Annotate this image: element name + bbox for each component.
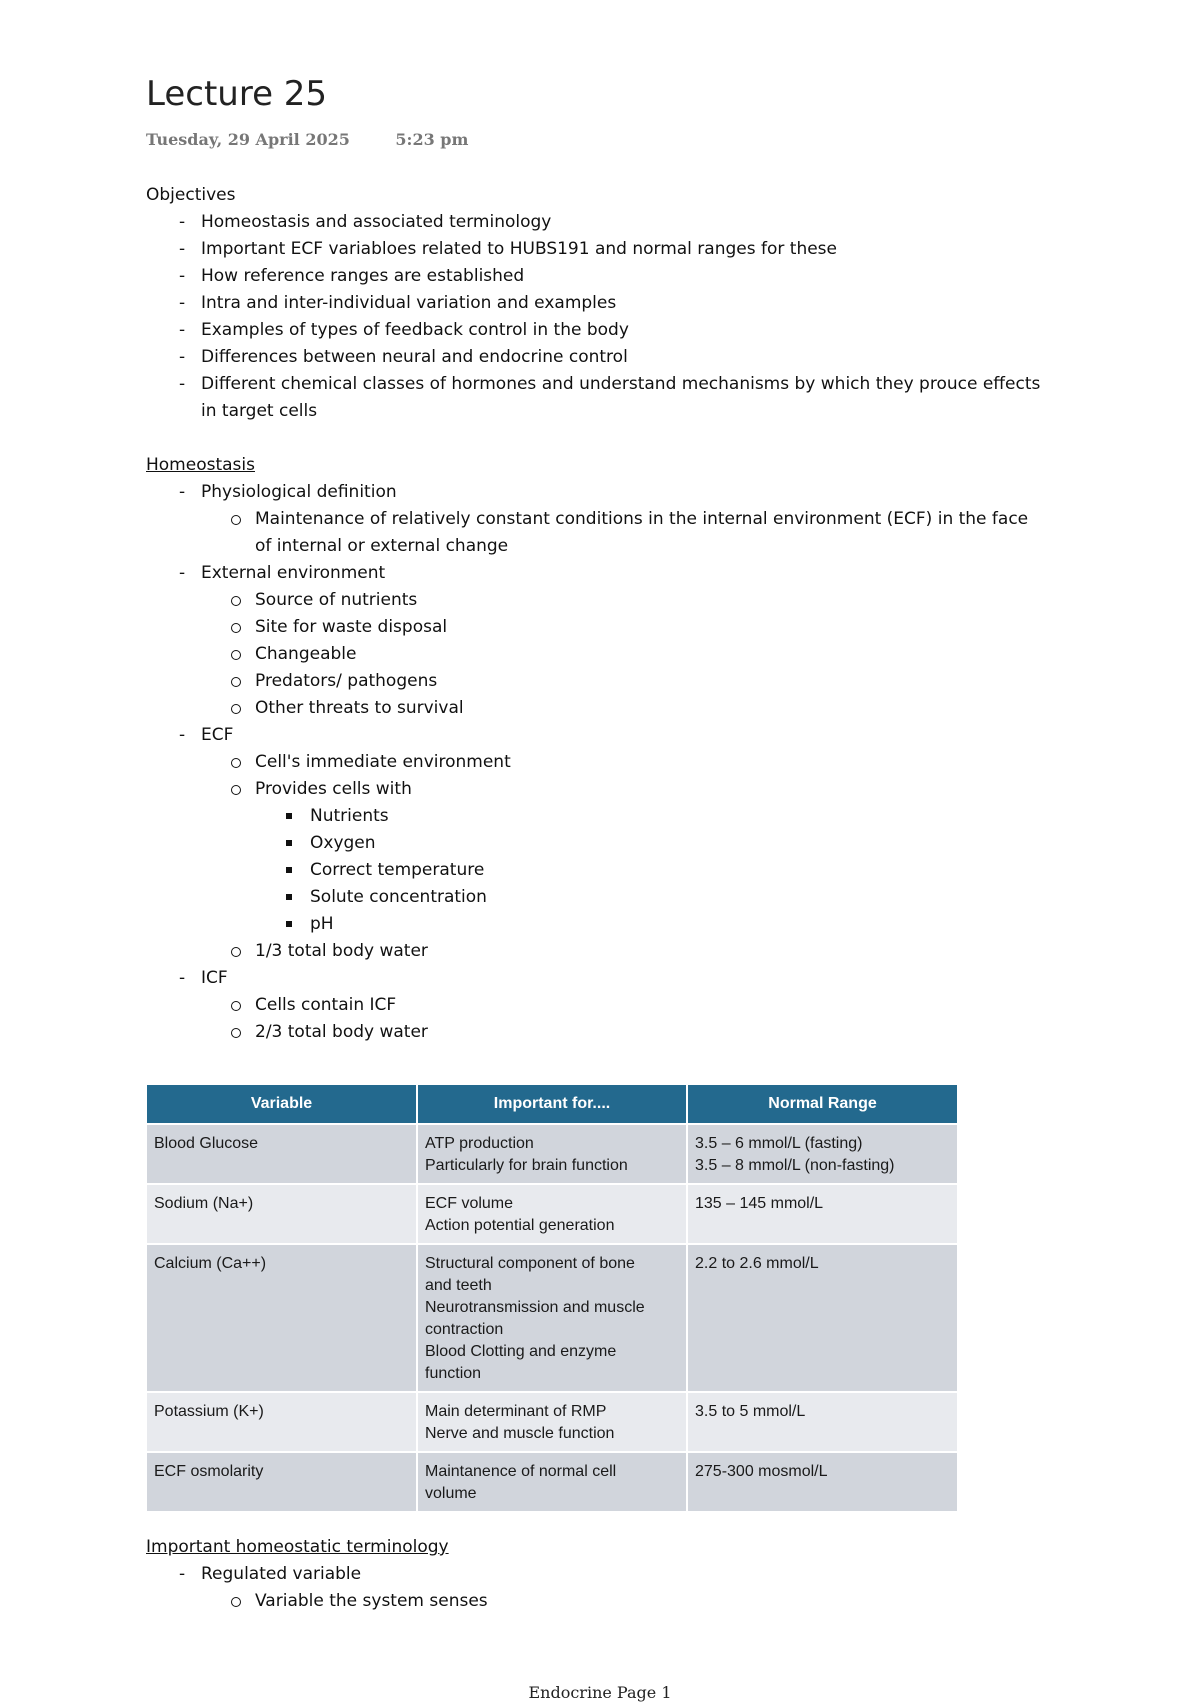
range-cell [687,1184,957,1244]
list-item [255,776,1046,938]
cell-line: Main determinant of RMP [425,1403,607,1420]
list-item: - Homeostasis and associated terminology [201,209,1046,236]
variable-cell: Potassium (K+) [147,1392,417,1452]
cell-line: Structural component of bone [425,1255,635,1272]
table-row [147,1124,957,1184]
list-item: Solute concentration [310,884,1046,911]
cell-line: 3.5 – 6 mmol/L (fasting) [695,1135,863,1152]
table-row [147,1392,957,1452]
cell-line: 3.5 – 8 mmol/L (non-fasting) [695,1157,895,1174]
list-item [201,1561,1046,1615]
cell-line: function [425,1365,482,1382]
list-item: - How reference ranges are established [201,263,1046,290]
cell-line: Nerve and muscle function [425,1425,615,1442]
list-item: Source of nutrients [255,587,1046,614]
list-item: Other threats to survival [255,695,1046,722]
physiological-definition-label: Physiological definition [201,482,397,502]
objectives-list [146,209,1046,425]
page-footer: Endocrine Page 1 [528,1683,672,1702]
list-item: Site for waste disposal [255,614,1046,641]
cell-line: 3.5 to 5 mmol/L [695,1403,806,1420]
note-time: 5:23 pm [395,130,469,149]
variable-cell: ECF osmolarity [147,1452,417,1511]
list-item [201,722,1046,965]
regulated-variable-label: Regulated variable [201,1564,362,1584]
list-item: pH [310,911,1046,938]
cell-line: Particularly for brain function [425,1157,628,1174]
page-title: Lecture 25 [146,74,328,114]
important-cell [417,1392,687,1452]
homeostasis-heading: Homeostasis [146,455,255,475]
note-meta [146,130,468,149]
column-header-variable: Variable [147,1085,417,1124]
list-item: Changeable [255,641,1046,668]
cell-line: Maintanence of normal cell [425,1463,617,1480]
list-item: Nutrients [310,803,1046,830]
cell-line: and teeth [425,1277,492,1294]
list-item: 2/3 total body water [255,1019,1046,1046]
cell-line: Blood Clotting and enzyme [425,1343,617,1360]
cell-line: volume [425,1485,477,1502]
list-item: - Intra and inter-individual variation and examples [201,290,1046,317]
cell-line: 135 – 145 mmol/L [695,1195,824,1212]
list-item: 1/3 total body water [255,938,1046,965]
list-item: - Different chemical classes of hormones and understand mechanisms by which they prouce effects in target cells [201,371,1046,425]
terminology-section [146,1534,1046,1615]
variable-cell: Blood Glucose [147,1124,417,1184]
cell-line: 2.2 to 2.6 mmol/L [695,1255,819,1272]
list-item: - Examples of types of feedback control in the body [201,317,1046,344]
list-item: - Differences between neural and endocrine control [201,344,1046,371]
cell-line: 275-300 mosmol/L [695,1463,828,1480]
cell-line: ECF volume [425,1195,514,1212]
objectives-section [146,182,1046,425]
variable-cell: Calcium (Ca++) [147,1244,417,1392]
list-item: Oxygen [310,830,1046,857]
ecf-variables-table [147,1085,957,1511]
list-item: Cell's immediate environment [255,749,1046,776]
range-cell [687,1392,957,1452]
important-cell [417,1452,687,1511]
variable-cell: Sodium (Na+) [147,1184,417,1244]
range-cell [687,1244,957,1392]
provides-label: Provides cells with [255,779,412,799]
list-item: Variable the system senses [255,1588,1046,1615]
list-item [201,560,1046,722]
table-row [147,1184,957,1244]
terminology-heading: Important homeostatic terminology [146,1537,449,1557]
column-header-important: Important for.... [417,1085,687,1124]
cell-line: ATP production [425,1135,534,1152]
important-cell [417,1244,687,1392]
list-item [201,965,1046,1046]
list-item: Predators/ pathogens [255,668,1046,695]
cell-line: Action potential generation [425,1217,615,1234]
column-header-range: Normal Range [687,1085,957,1124]
cell-line: contraction [425,1321,504,1338]
homeostasis-list [146,479,1046,1046]
table-header-row [147,1085,957,1124]
external-environment-label: External environment [201,563,386,583]
note-date: Tuesday, 29 April 2025 [146,130,350,149]
cell-line: Neurotransmission and muscle [425,1299,645,1316]
table-row [147,1244,957,1392]
list-item: Cells contain ICF [255,992,1046,1019]
important-cell [417,1184,687,1244]
terminology-list [146,1561,1046,1615]
range-cell [687,1452,957,1511]
important-cell [417,1124,687,1184]
ecf-label: ECF [201,725,234,745]
table-row [147,1452,957,1511]
homeostasis-section [146,452,1046,1046]
list-item: Correct temperature [310,857,1046,884]
list-item: Maintenance of relatively constant conditions in the internal environment (ECF) in the face of internal or external change [255,506,1046,560]
objectives-heading: Objectives [146,185,236,205]
list-item [201,479,1046,560]
list-item: - Important ECF variabloes related to HUBS191 and normal ranges for these [201,236,1046,263]
icf-label: ICF [201,968,228,988]
range-cell [687,1124,957,1184]
